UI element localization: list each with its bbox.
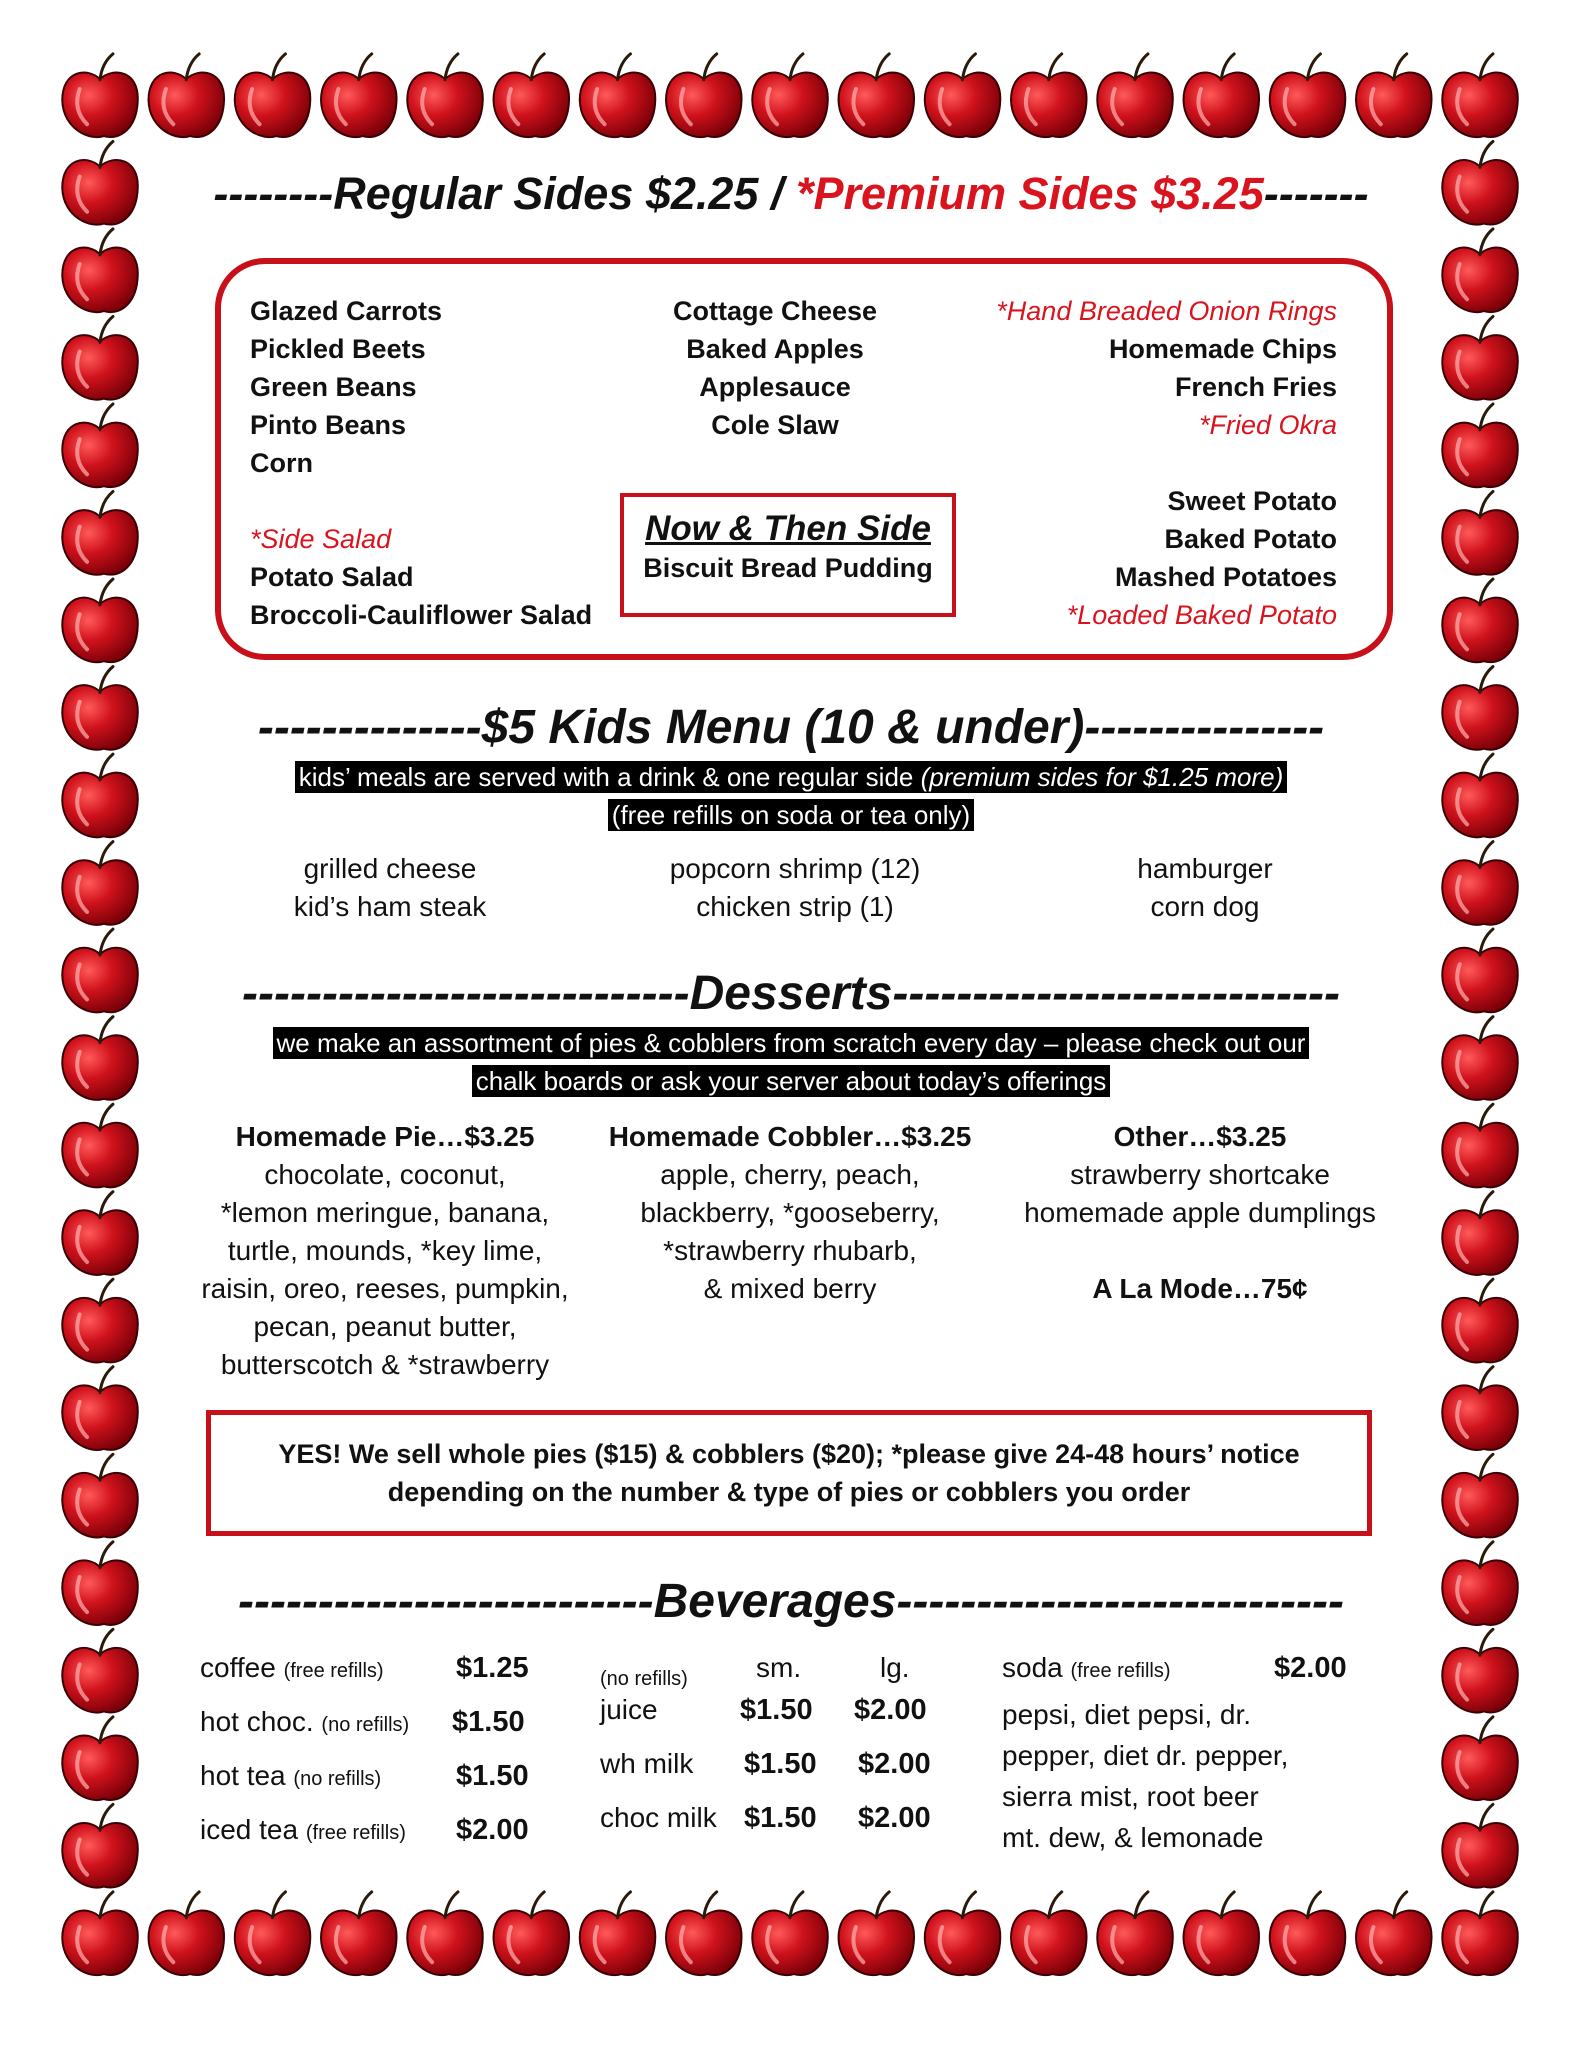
beverage-refill-note: (free refills) xyxy=(305,1822,406,1844)
beverage-row xyxy=(200,1760,381,1792)
now-then-title: Now & Then Side xyxy=(645,509,931,548)
side-item: Applesauce xyxy=(699,372,851,402)
soda-flavor-line: mt. dew, & lemonade xyxy=(1002,1822,1264,1853)
beverage-row xyxy=(200,1652,384,1684)
pie-flavor-line: butterscotch & *strawberry xyxy=(220,1349,550,1380)
beverage-name: hot choc. xyxy=(200,1706,314,1737)
beverage-refill-note: (no refills) xyxy=(321,1714,410,1736)
beverages-heading: --------------------------Beverages---------------------------- xyxy=(238,1575,1344,1628)
beverage-price: $1.50 xyxy=(456,1760,529,1792)
kids-item: hamburger xyxy=(1137,853,1273,884)
side-item: *Loaded Baked Potato xyxy=(1066,600,1337,630)
side-item: Mashed Potatoes xyxy=(1114,562,1337,592)
side-item: *Fried Okra xyxy=(1198,410,1337,440)
notice-line-2: depending on the number & type of pies or cobblers you order xyxy=(387,1477,1191,1507)
pie-flavor-line: *lemon meringue, banana, xyxy=(220,1197,550,1228)
kids-note-line-2: (free refills on soda or tea only) xyxy=(608,799,974,831)
side-item: *Side Salad xyxy=(250,524,392,554)
cobbler-flavor-line: blackberry, *gooseberry, xyxy=(640,1197,940,1228)
beverage-name: coffee xyxy=(200,1652,276,1683)
cobbler-flavor-line: & mixed berry xyxy=(703,1273,877,1304)
pie-flavor-line: chocolate, coconut, xyxy=(264,1159,506,1190)
sides-column-1 xyxy=(250,292,442,482)
soda-row: soda (free refills) xyxy=(1002,1652,1171,1683)
size-small-label: sm. xyxy=(756,1652,802,1683)
side-item: *Hand Breaded Onion Rings xyxy=(996,296,1337,326)
side-item: Sweet Potato xyxy=(1167,486,1337,516)
pie-column xyxy=(195,1118,575,1384)
beverage-name: iced tea xyxy=(200,1814,299,1845)
soda-flavor-line: pepper, diet dr. pepper, xyxy=(1002,1740,1289,1771)
kids-column-2 xyxy=(640,850,950,926)
side-item: Broccoli-Cauliflower Salad xyxy=(250,600,593,630)
cobbler-title: Homemade Cobbler…$3.25 xyxy=(608,1121,972,1152)
desserts-note-line-1: we make an assortment of pies & cobblers from scratch every day – please check out our xyxy=(273,1027,1310,1059)
kids-item: corn dog xyxy=(1150,891,1260,922)
now-then-box xyxy=(620,493,956,617)
beverage-price-small: $1.50 xyxy=(744,1802,817,1834)
beverage-refill-note: (free refills) xyxy=(283,1660,384,1682)
beverage-price-large: $2.00 xyxy=(858,1802,931,1834)
kids-column-1 xyxy=(240,850,540,926)
beverage-name: wh milk xyxy=(600,1748,694,1779)
other-dessert-line: strawberry shortcake xyxy=(1070,1159,1330,1190)
beverage-row xyxy=(200,1706,409,1738)
sides-column-3b xyxy=(1067,482,1337,634)
side-item: Glazed Carrots xyxy=(250,296,443,326)
kids-item: chicken strip (1) xyxy=(696,891,894,922)
cobbler-flavor-line: apple, cherry, peach, xyxy=(660,1159,920,1190)
side-item: Potato Salad xyxy=(250,562,414,592)
side-item: Baked Apples xyxy=(686,334,864,364)
beverage-name: juice xyxy=(600,1694,658,1725)
side-item: Pinto Beans xyxy=(250,410,407,440)
side-item: French Fries xyxy=(1174,372,1337,402)
other-dessert-line: homemade apple dumplings xyxy=(1024,1197,1376,1228)
side-item: Baked Potato xyxy=(1164,524,1337,554)
beverage-refill-note: (no refills) xyxy=(293,1768,382,1790)
size-large-label: lg. xyxy=(880,1652,910,1683)
soda-flavors xyxy=(1002,1694,1288,1858)
alamode: A La Mode…75¢ xyxy=(1092,1273,1308,1304)
side-item: Pickled Beets xyxy=(250,334,426,364)
beverage-row xyxy=(200,1814,406,1846)
beverage-name: choc milk xyxy=(600,1802,717,1833)
kids-item: popcorn shrimp (12) xyxy=(669,853,921,884)
beverage-price: $1.25 xyxy=(456,1652,529,1684)
pie-flavor-line: pecan, peanut butter, xyxy=(253,1311,517,1342)
beverage-price: $1.50 xyxy=(452,1706,525,1738)
kids-item: kid’s ham steak xyxy=(293,891,487,922)
pie-flavor-line: raisin, oreo, reeses, pumpkin, xyxy=(201,1273,569,1304)
beverage-price-small: $1.50 xyxy=(740,1694,813,1726)
soda-flavor-line: pepsi, diet pepsi, dr. xyxy=(1002,1699,1252,1730)
cobbler-flavor-line: *strawberry rhubarb, xyxy=(663,1235,917,1266)
sides-column-2 xyxy=(640,292,910,444)
side-item: Cottage Cheese xyxy=(672,296,878,326)
pie-flavor-line: turtle, mounds, *key lime, xyxy=(227,1235,543,1266)
kids-heading: --------------$5 Kids Menu (10 & under)--------------- xyxy=(257,701,1325,754)
desserts-heading: ----------------------------Desserts---------------------------- xyxy=(242,967,1340,1020)
soda-price: $2.00 xyxy=(1274,1652,1347,1684)
whole-pies-notice xyxy=(206,1410,1372,1536)
sides-heading: --------Regular Sides $2.25 / *Premium Sides $3.25------- xyxy=(213,168,1369,219)
kids-column-3 xyxy=(1060,850,1350,926)
side-item: Green Beans xyxy=(250,372,417,402)
desserts-note-line-2: chalk boards or ask your server about today’s offerings xyxy=(472,1065,1111,1097)
beverage-price-small: $1.50 xyxy=(744,1748,817,1780)
sides-column-3 xyxy=(996,292,1337,444)
mid-no-refills-note: (no refills) xyxy=(600,1668,688,1690)
side-item: Cole Slaw xyxy=(711,410,839,440)
soda-flavor-line: sierra mist, root beer xyxy=(1002,1781,1259,1812)
side-item: Homemade Chips xyxy=(1108,334,1337,364)
other-column xyxy=(1010,1118,1390,1308)
beverage-price-large: $2.00 xyxy=(858,1748,931,1780)
side-item: Corn xyxy=(250,448,313,478)
kids-note-line-1: kids’ meals are served with a drink & one regular side (premium sides for $1.25 more) xyxy=(295,761,1288,793)
notice-line-1: YES! We sell whole pies ($15) & cobblers ($20); *please give 24-48 hours’ notice xyxy=(278,1439,1300,1469)
beverage-name: hot tea xyxy=(200,1760,286,1791)
beverage-price: $2.00 xyxy=(456,1814,529,1846)
now-then-item: Biscuit Bread Pudding xyxy=(643,553,933,583)
kids-item: grilled cheese xyxy=(303,853,477,884)
sides-column-1b xyxy=(250,520,592,634)
beverage-price-large: $2.00 xyxy=(854,1694,927,1726)
pie-title: Homemade Pie…$3.25 xyxy=(235,1121,535,1152)
other-title: Other…$3.25 xyxy=(1113,1121,1287,1152)
cobbler-column xyxy=(605,1118,975,1308)
